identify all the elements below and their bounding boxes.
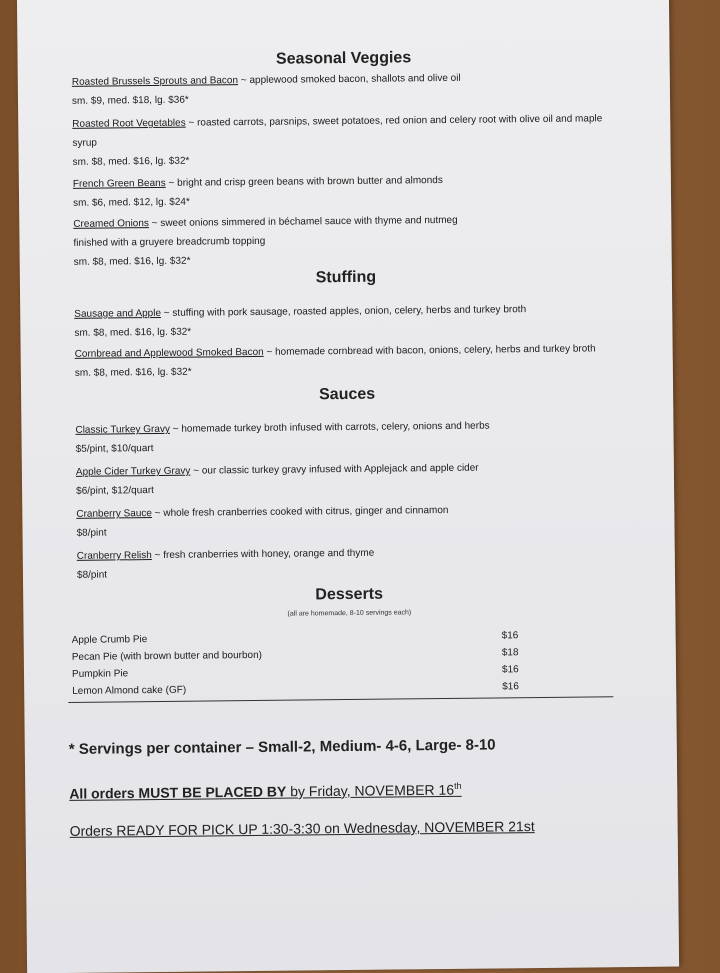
item-price: $8/pint bbox=[76, 569, 108, 581]
item-desc-cont: finished with a gruyere breadcrumb topping bbox=[73, 235, 266, 249]
item-price: sm. $8, med. $16, lg. $32* bbox=[74, 326, 192, 339]
item-price: sm. $9, med. $18, lg. $36* bbox=[71, 94, 189, 107]
menu-item-cornbread bbox=[75, 339, 635, 383]
menu-item-creamed-onions bbox=[73, 209, 634, 272]
item-name: Apple Cider Turkey Gravy bbox=[75, 465, 191, 478]
menu-item-brussels bbox=[72, 67, 632, 111]
menu-item-green-beans bbox=[73, 169, 633, 213]
item-desc: ~ whole fresh cranberries cooked with citrus, ginger and cinnamon bbox=[151, 504, 449, 520]
section-title-stuffing: Stuffing bbox=[315, 268, 377, 287]
dessert-name: Apple Crumb Pie bbox=[71, 634, 148, 646]
dessert-name: Pecan Pie (with brown butter and bourbon) bbox=[71, 649, 263, 663]
desserts-note: (all are homemade, 8-10 servings each) bbox=[287, 609, 412, 618]
dessert-price: $16 bbox=[501, 630, 519, 642]
deadline-sup: th bbox=[453, 780, 462, 791]
menu-item-sausage-apple bbox=[74, 299, 634, 343]
item-price: $6/pint, $12/quart bbox=[76, 485, 155, 497]
item-price: sm. $8, med. $16, lg. $32* bbox=[72, 155, 190, 168]
section-title-desserts: Desserts bbox=[315, 585, 384, 604]
item-name: Cornbread and Applewood Smoked Bacon bbox=[74, 346, 264, 360]
item-desc-cont: syrup bbox=[72, 137, 97, 149]
item-desc: ~ sweet onions simmered in béchamel sauce with thyme and nutmeg bbox=[148, 214, 458, 230]
section-title-sauces: Sauces bbox=[318, 385, 376, 404]
item-price: sm. $8, med. $16, lg. $32* bbox=[73, 255, 191, 268]
item-name: French Green Beans bbox=[72, 177, 166, 190]
order-deadline bbox=[69, 781, 461, 802]
dessert-price: $16 bbox=[501, 664, 519, 676]
item-desc: ~ fresh cranberries with honey, orange and thyme bbox=[151, 547, 375, 562]
item-price: $5/pint, $10/quart bbox=[75, 443, 154, 455]
menu-paper bbox=[17, 0, 679, 973]
deadline-prefix: All orders MUST BE PLACED BY bbox=[69, 783, 287, 802]
item-name: Cranberry Sauce bbox=[76, 508, 152, 520]
item-name: Roasted Root Vegetables bbox=[72, 117, 186, 130]
dessert-name: Pumpkin Pie bbox=[71, 668, 129, 680]
menu-item-root-veg bbox=[72, 109, 633, 172]
item-desc: ~ stuffing with pork sausage, roasted apples, onion, celery, herbs and turkey broth bbox=[160, 304, 527, 319]
menu-item-classic-gravy bbox=[75, 415, 635, 459]
pickup-info: Orders READY FOR PICK UP 1:30-3:30 on Wednesday, NOVEMBER 21st bbox=[69, 818, 535, 839]
item-name: Classic Turkey Gravy bbox=[75, 423, 170, 436]
item-desc: ~ homemade turkey broth infused with carrots, celery, onions and herbs bbox=[169, 420, 490, 435]
servings-note: * Servings per container – Small-2, Medium- 4-6, Large- 8-10 bbox=[68, 736, 496, 758]
item-name: Cranberry Relish bbox=[76, 550, 152, 562]
dessert-name: Lemon Almond cake (GF) bbox=[72, 684, 187, 697]
item-desc: ~ applewood smoked bacon, shallots and olive oil bbox=[237, 72, 461, 87]
deadline-date: by Friday, NOVEMBER 16 bbox=[286, 781, 455, 800]
menu-item-cranberry-relish bbox=[77, 541, 637, 585]
item-desc: ~ bright and crisp green beans with brown butter and almonds bbox=[165, 174, 443, 189]
item-price: sm. $8, med. $16, lg. $32* bbox=[74, 366, 192, 379]
item-price: $8/pint bbox=[76, 527, 107, 539]
menu-item-cranberry-sauce bbox=[76, 499, 636, 543]
item-name: Roasted Brussels Sprouts and Bacon bbox=[71, 75, 239, 88]
section-title-veggies: Seasonal Veggies bbox=[275, 49, 412, 68]
dessert-price: $18 bbox=[501, 647, 519, 659]
item-desc: ~ homemade cornbread with bacon, onions, celery, herbs and turkey broth bbox=[263, 343, 596, 358]
item-name: Sausage and Apple bbox=[74, 307, 162, 320]
item-name: Creamed Onions bbox=[73, 218, 149, 230]
dessert-price: $16 bbox=[502, 681, 519, 693]
item-desc: ~ our classic turkey gravy infused with Applejack and apple cider bbox=[190, 462, 479, 477]
menu-item-cider-gravy bbox=[76, 457, 636, 501]
item-desc: ~ roasted carrots, parsnips, sweet potatoes, red onion and celery root with olive oil and maple bbox=[185, 113, 603, 129]
item-price: sm. $6, med. $12, lg. $24* bbox=[73, 196, 190, 209]
